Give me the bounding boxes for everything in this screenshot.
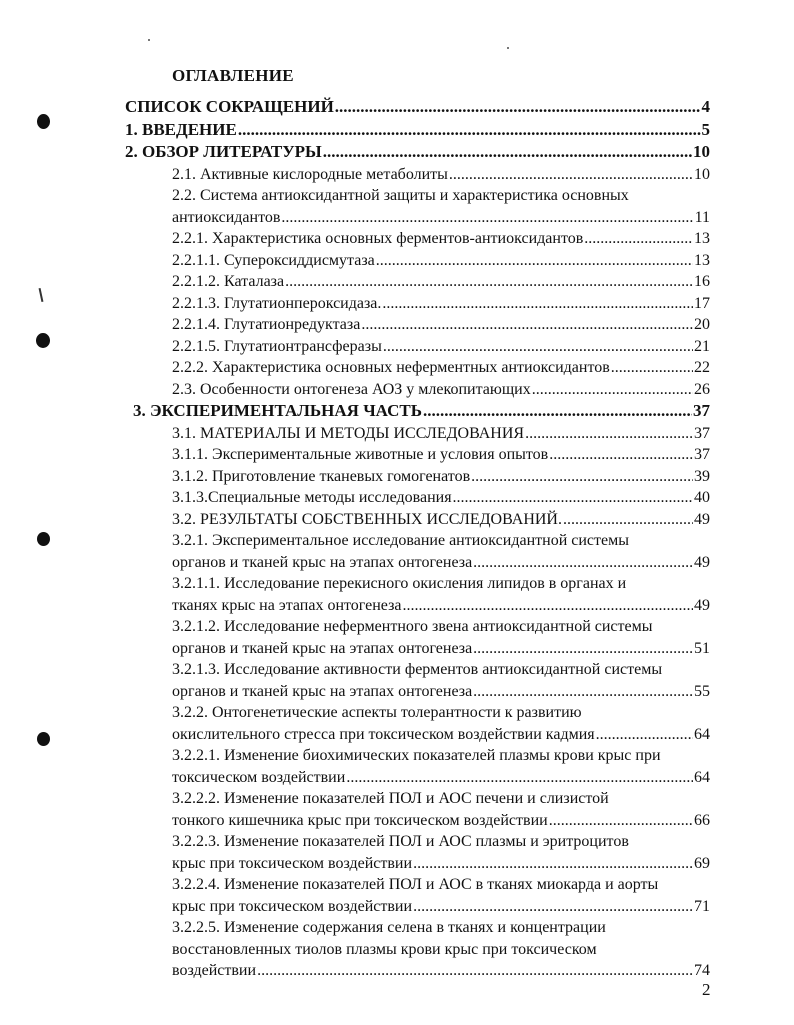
toc-leader-dots [549,444,693,466]
toc-entry[interactable] [172,896,710,918]
toc-entry[interactable] [172,314,710,336]
toc-entry-first-line: 3.2.1.3. Исследование активности ферментов антиоксидантной системы [172,661,663,678]
toc-entry-page: 4 [701,97,710,116]
toc-entry-page: 16 [694,273,710,290]
toc-entry-text: органов и тканей крыс на этапах онтогенеза [172,639,473,657]
toc-entry-text: органов и тканей крыс на этапах онтогенеза [172,682,473,700]
toc-entry-page: 66 [694,811,710,829]
scan-speck [148,39,150,41]
toc-entry-page: 37 [693,401,710,420]
toc-entry-text: крыс при токсическом воздействии [172,854,413,872]
toc-entry-page: 10 [694,165,710,183]
toc-entry-page: 37 [694,446,710,463]
toc-entry[interactable] [172,271,710,293]
toc-entry-page: 13 [694,251,710,269]
toc-leader-dots [281,207,693,229]
toc-entry[interactable] [172,638,710,660]
toc-entry[interactable] [125,119,710,142]
toc-entry-first-line: 3.2.2.5. Изменение содержания селена в тканях и концентрации [172,919,606,936]
toc-leader-dots [257,960,693,982]
toc-entry-text: 2.1. Активные кислородные метаболиты [172,165,448,183]
page-number: 2 [702,980,711,999]
toc-entry-text: 2.2.1.3. Глутатионпероксидаза. [172,294,382,312]
toc-leader-dots [238,119,701,142]
toc-entry[interactable] [172,960,710,982]
toc-leader-dots [473,638,693,660]
toc-entry-first-line: 3.2.2.3. Изменение показателей ПОЛ и АОС плазмы и эритроцитов [172,833,629,850]
toc-entry[interactable] [172,379,710,401]
toc-entry-first-line: 3.2.1. Экспериментальное исследование антиоксидантной системы [172,532,629,549]
toc-entry[interactable] [172,853,710,875]
toc-leader-dots [563,509,693,531]
toc-entry[interactable] [172,228,710,250]
toc-title: ОГЛАВЛЕНИЕ [172,66,294,85]
toc-leader-dots [382,293,693,315]
toc-entry-first-line: 2.2. Система антиоксидантной защиты и характеристика основных [172,187,629,204]
toc-entry-text: органов и тканей крыс на этапах онтогенеза [172,553,473,571]
toc-entry-page: 13 [694,230,710,247]
toc-entry-page: 5 [701,119,710,139]
toc-entry[interactable] [172,423,710,445]
toc-entry-text: 2.3. Особенности онтогенеза АОЗ у млекопитающих [172,380,531,398]
toc-entry-first-line: 3.2.1.1. Исследование перекисного окисления липидов в органах и [172,575,627,592]
toc-entry[interactable] [133,400,710,423]
toc-entry[interactable] [172,767,710,789]
toc-entry-page: 55 [694,682,710,700]
toc-entry-text: окислительного стресса при токсическом воздействии кадмия [172,725,595,743]
toc-entry[interactable] [172,357,710,379]
toc-entry-page: 40 [694,489,710,506]
toc-entry[interactable] [172,552,710,574]
toc-entry[interactable] [172,207,710,229]
toc-entry[interactable] [172,336,710,358]
toc-entry-page: 10 [693,142,710,161]
toc-entry[interactable] [172,293,710,315]
toc-leader-dots [403,595,693,617]
toc-leader-dots [361,314,693,336]
toc-leader-dots [383,336,693,358]
toc-entry-page: 37 [694,424,710,442]
toc-entry[interactable] [172,595,710,617]
toc-entry-text: 2.2.1.5. Глутатионтрансферазы [172,337,382,355]
toc-entry-page: 49 [694,596,710,614]
toc-entry-page: 22 [694,359,710,376]
toc-entry[interactable] [172,444,710,466]
toc-entry-text: 2.2.1. Характеристика основных ферментов-антиоксидантов [172,230,584,247]
toc-leader-dots [346,767,693,789]
toc-entry[interactable] [125,141,710,164]
toc-entry-text: СПИСОК СОКРАЩЕНИЙ [125,97,334,116]
toc-entry-page: 17 [694,294,710,312]
toc-leader-dots [323,141,692,164]
toc-leader-dots [376,250,693,272]
toc-entry-text: токсическом воздействии [172,768,346,786]
toc-entry[interactable] [172,810,710,832]
toc-entry-page: 64 [694,768,710,786]
toc-entry-first-line: 3.2.2.4. Изменение показателей ПОЛ и АОС в тканях миокарда и аорты [172,876,659,893]
toc-leader-dots [285,271,693,293]
toc-entry-text: воздействии [172,962,257,979]
toc-entry-first-line: 3.2.1.2. Исследование неферментного звена антиоксидантной системы [172,618,653,635]
toc-entry-text: тонкого кишечника крыс при токсическом воздействии [172,811,548,829]
toc-entry-text: крыс при токсическом воздействии [172,897,413,915]
toc-entry-text: антиоксидантов [172,208,281,226]
toc-entry-text: 1. ВВЕДЕНИЕ [125,119,237,139]
toc-entry-page: 69 [694,854,710,872]
toc-entry[interactable] [172,250,710,272]
toc-leader-dots [335,96,701,119]
toc-entry-text: 3.1.1. Экспериментальные животные и условия опытов [172,446,549,463]
toc-entry[interactable] [125,96,710,119]
toc-entry[interactable] [172,466,710,488]
toc-entry-text: 2.2.1.2. Каталаза [172,273,285,290]
toc-entry-page: 49 [694,510,710,528]
toc-leader-dots [453,487,693,509]
toc-entry[interactable] [172,164,710,186]
toc-entry-page: 49 [694,553,710,571]
toc-entry-page: 71 [694,897,710,915]
toc-entry-page: 11 [694,208,710,226]
toc-entry-page: 21 [694,337,710,355]
toc-entry[interactable] [172,724,710,746]
toc-entry-text: 2. ОБЗОР ЛИТЕРАТУРЫ [125,142,322,161]
toc-entry-text: 3.2. РЕЗУЛЬТАТЫ СОБСТВЕННЫХ ИССЛЕДОВАНИЙ. [172,510,562,528]
toc-entry-first-line: 3.2.2.2. Изменение показателей ПОЛ и АОС печени и слизистой [172,790,609,807]
toc-leader-dots [473,681,693,703]
toc-leader-dots [413,853,693,875]
toc-entry-page: 39 [694,467,710,485]
toc-leader-dots [473,552,693,574]
toc-entry-first-line: 3.2.2. Онтогенетические аспекты толерантности к развитию [172,704,582,721]
scan-speck [507,47,509,49]
toc-leader-dots [449,164,693,186]
toc-leader-dots [549,810,693,832]
toc-leader-dots [525,423,693,445]
toc-entry[interactable] [172,509,710,531]
toc-entry-text: 2.2.1.4. Глутатионредуктаза [172,316,361,333]
toc-entry[interactable] [172,681,710,703]
toc-leader-dots [611,357,693,379]
toc-entry-text: 3.1.2. Приготовление тканевых гомогенатов [172,467,471,485]
toc-leader-dots [532,379,693,401]
toc-entry[interactable] [172,487,710,509]
toc-entry-text: 2.2.1.1. Супероксиддисмутаза [172,251,375,269]
toc-entry-text: тканях крыс на этапах онтогенеза [172,596,402,614]
toc-leader-dots [423,400,692,423]
toc-entry-page: 64 [694,725,710,743]
toc-entry-second-line: восстановленных тиолов плазмы крови крыс при токсическом [172,940,597,958]
toc-leader-dots [596,724,693,746]
toc-entry-text: 3.1. МАТЕРИАЛЫ И МЕТОДЫ ИССЛЕДОВАНИЯ [172,424,525,442]
toc-entry-text: 2.2.2. Характеристика основных неферментных антиоксидантов [172,359,610,376]
toc-leader-dots [471,466,693,488]
toc-entry-page: 51 [694,639,710,657]
toc-entry-page: 26 [694,380,710,398]
toc-entry-first-line: 3.2.2.1. Изменение биохимических показателей плазмы крови крыс при [172,747,661,764]
toc-leader-dots [413,896,693,918]
table-of-contents [0,96,794,982]
toc-entry-text: 3. ЭКСПЕРИМЕНТАЛЬНАЯ ЧАСТЬ [133,401,422,420]
toc-entry-text: 3.1.3.Специальные методы исследования [172,489,452,506]
toc-entry-page: 20 [694,316,710,333]
toc-leader-dots [584,228,693,250]
toc-entry-page: 74 [694,962,710,979]
